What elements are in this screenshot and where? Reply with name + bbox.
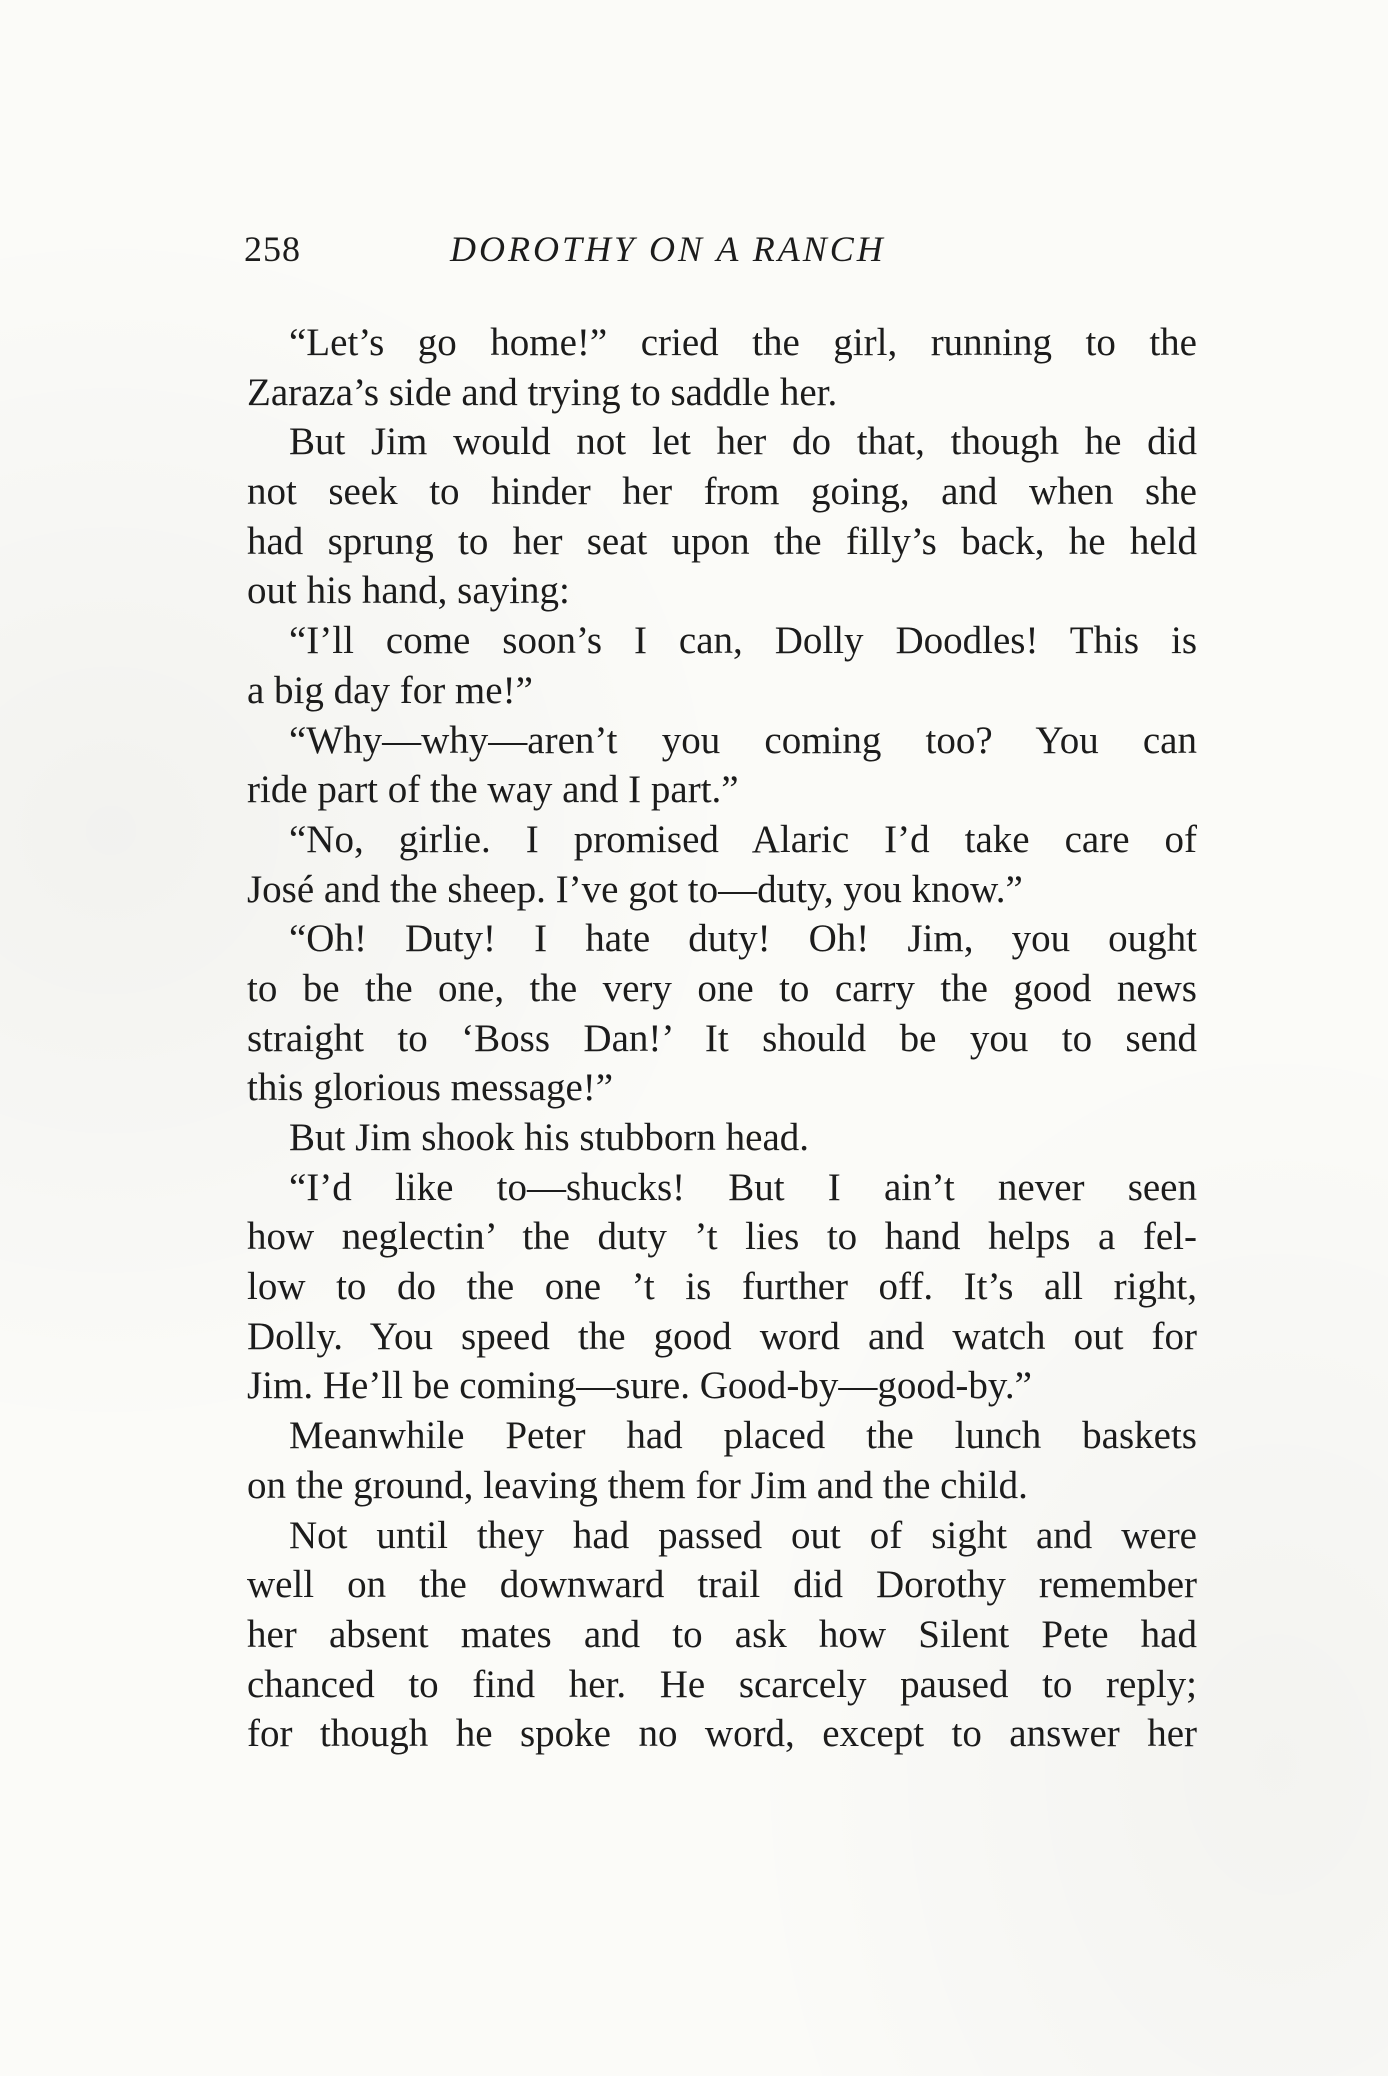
text-line: José and the sheep. I’ve got to—duty, you know.” [247, 867, 1023, 911]
page-header [244, 228, 1004, 278]
text-line: Not until they had passed out of sight and were [289, 1513, 1197, 1557]
text-line: “Let’s go home!” cried the girl, running to the [289, 321, 1197, 364]
text-line: Zaraza’s side and trying to saddle her. [247, 370, 838, 414]
text-line: her absent mates and to ask how Silent Pete had [247, 1612, 1197, 1656]
text-line: But Jim shook his stubborn head. [289, 1116, 810, 1159]
text-line: “Why—why—aren’t you coming too? You can [289, 718, 1197, 762]
text-line: straight to ‘Boss Dan!’ It should be you to send [247, 1016, 1197, 1060]
text-line: on the ground, leaving them for Jim and the child. [247, 1463, 1028, 1507]
text-line: Meanwhile Peter had placed the lunch baskets [289, 1414, 1197, 1458]
text-line: to be the one, the very one to carry the good news [247, 966, 1197, 1010]
text-line: “I’ll come soon’s I can, Dolly Doodles! This is [289, 619, 1197, 663]
text-line: out his hand, saying: [247, 569, 570, 613]
text-line: not seek to hinder her from going, and when she [247, 470, 1197, 514]
text-line: low to do the one ’t is further off. It’s all right, [247, 1265, 1197, 1309]
text-line: Dolly. You speed the good word and watch out for [247, 1314, 1197, 1358]
text-line: “I’d like to—shucks! But I ain’t never seen [289, 1165, 1197, 1209]
text-line: But Jim would not let her do that, though he did [289, 420, 1197, 464]
text-line: “Oh! Duty! I hate duty! Oh! Jim, you ought [289, 917, 1197, 961]
text-line: “No, girlie. I promised Alaric I’d take care of [289, 817, 1197, 861]
page-number: 258 [244, 229, 301, 269]
text-line: well on the downward trail did Dorothy remember [247, 1563, 1197, 1607]
text-line: this glorious message!” [247, 1066, 614, 1110]
text-line: a big day for me!” [247, 668, 533, 712]
text-line: had sprung to her seat upon the filly’s back, he held [247, 519, 1197, 563]
text-line: chanced to find her. He scarcely paused to reply; [247, 1662, 1197, 1706]
text-line: for though he spoke no word, except to answer her [247, 1712, 1197, 1756]
body-text [247, 318, 1197, 1759]
text-line: ride part of the way and I part.” [247, 768, 739, 812]
running-title: DOROTHY ON A RANCH [450, 229, 886, 269]
text-line: how neglectin’ the duty ’t lies to hand helps a fel- [247, 1215, 1197, 1259]
text-line: Jim. He’ll be coming—sure. Good-by—good-by.” [247, 1364, 1032, 1408]
